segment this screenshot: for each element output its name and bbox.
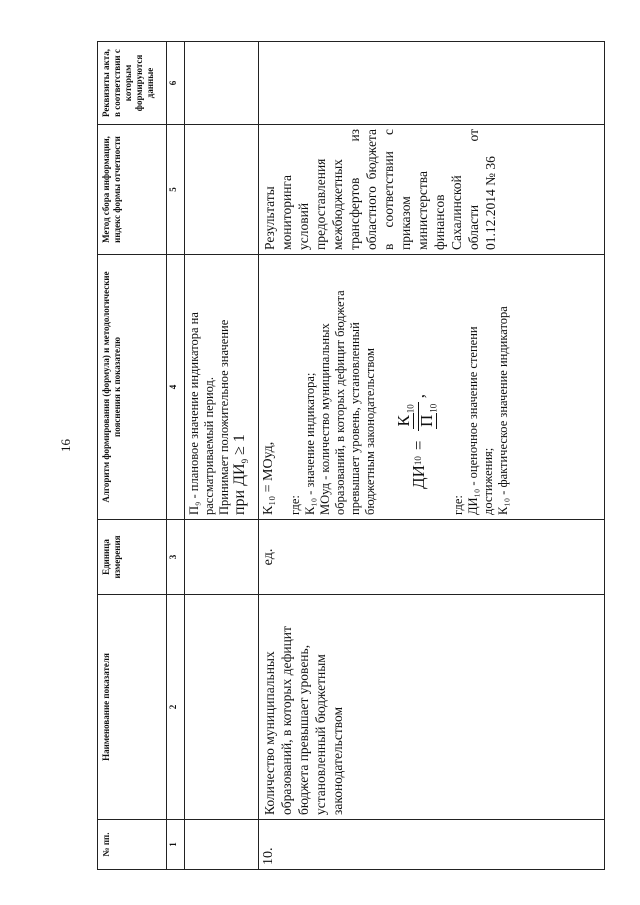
text-line: П₉ - плановое значение индикатора на рассматриваемый период. — [187, 312, 217, 515]
text-line: где: — [287, 495, 302, 515]
column-number: 4 — [167, 255, 185, 520]
column-number: 1 — [167, 820, 185, 870]
subscript: 9 — [240, 458, 251, 464]
column-number: 6 — [167, 42, 185, 125]
numerator: К — [393, 415, 413, 427]
text: ДИ — [409, 465, 428, 489]
algorithm-cell — [258, 255, 604, 520]
unit: ед. — [258, 520, 604, 595]
header-name: Наименование показателя — [98, 595, 167, 820]
text-line: где: — [451, 495, 466, 515]
algorithm-cell — [185, 255, 258, 520]
page-number: 16 — [58, 439, 73, 452]
header-unit: Единица измерения — [98, 520, 167, 595]
condition — [232, 259, 253, 515]
method-cell: Результаты мониторинга условий предоставления межбюджетных трансфертов из областного бюджета в соответствии с приказом министерства финансов Сахалинской области от 01.12.2014 № 36 — [258, 125, 604, 255]
header-row — [98, 42, 167, 870]
text-line: МОуд - количество муниципальных образований, в которых дефицит бюджета превышает уровень, установленный бюджетным законодательством — [317, 290, 377, 515]
header-algorithm: Алгоритм формирования (формула) и методологические пояснения к показателю — [98, 255, 167, 520]
formula: К₁₀ = МОуд, — [260, 441, 276, 515]
subscript: 10 — [413, 456, 423, 466]
text-line: К₁₀ - значение индикатора; — [302, 372, 317, 515]
formula-fraction: ДИ 10 = $К_{10}$ $П_{10}$ , — [393, 393, 439, 489]
column-number: 3 — [167, 520, 185, 595]
header-act: Реквизиты акта, в соответствии с которым формируются данные — [98, 42, 167, 125]
act-cell — [258, 42, 604, 125]
text: при — [231, 489, 249, 515]
text-line: Принимает положительное значение — [217, 319, 232, 515]
text: ≥ 1 — [231, 434, 249, 459]
indicator-table — [97, 42, 605, 870]
row-number: 10. — [258, 820, 604, 870]
denominator: П — [417, 414, 436, 427]
table-row-10 — [258, 42, 604, 870]
text-line: ДИ₁₀ - оценочное значение степени достижения; — [466, 326, 496, 515]
text: ДИ — [231, 463, 249, 486]
text-line: К₁₀ - фактическое значение индикатора — [496, 306, 511, 515]
header-number: № пп. — [98, 820, 167, 870]
column-number: 2 — [167, 595, 185, 820]
subscript: 10 — [405, 404, 415, 414]
table-row-9-continuation — [185, 42, 258, 870]
subscript: 10 — [428, 403, 439, 413]
column-number-row — [167, 42, 185, 870]
header-method: Метод сбора информации, индекс формы отчетности — [98, 125, 167, 255]
indicator-name: Количество муниципальных образований, в которых дефицит бюджета превышает уровень, установленный бюджетным законодательством — [258, 595, 604, 820]
column-number: 5 — [167, 125, 185, 255]
